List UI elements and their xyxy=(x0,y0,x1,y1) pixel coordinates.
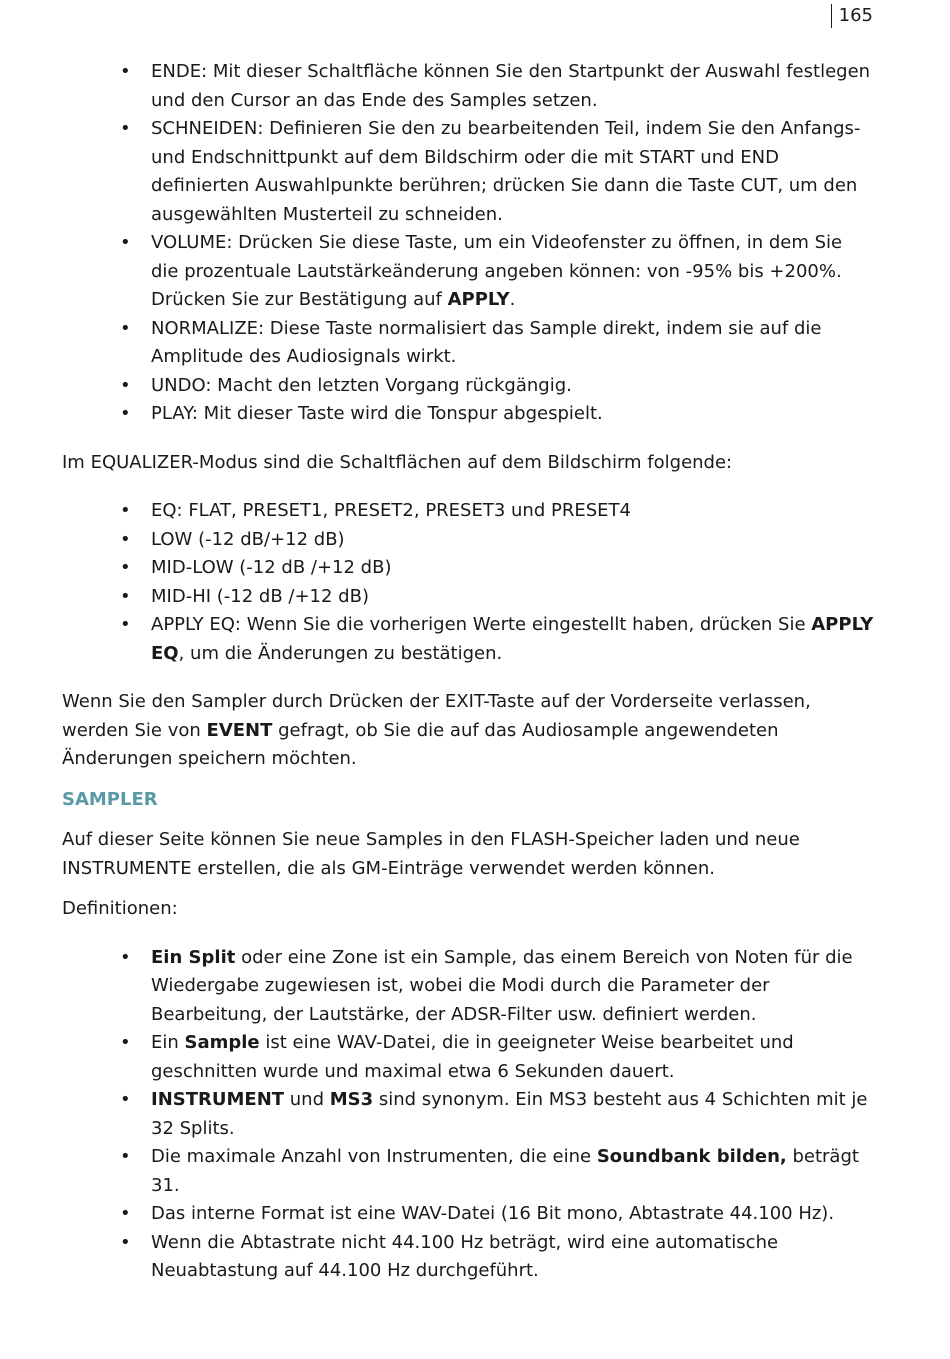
volume-apply-bold: APPLY xyxy=(447,289,510,310)
page-content xyxy=(62,58,874,1286)
list-item-mid-low: • MID-LOW (-12 dB /+12 dB) xyxy=(62,554,874,583)
apply-eq-bold: APPLY EQ xyxy=(151,614,874,664)
list-item-low: • LOW (-12 dB/+12 dB) xyxy=(62,526,874,555)
sampler-intro: Auf dieser Seite können Sie neue Samples in den FLASH-Speicher laden und neue INSTRUMENTE erstellen, die als GM-Einträge verwendet werden können. xyxy=(62,829,800,879)
list-item-resample: • Wenn die Abtastrate nicht 44.100 Hz beträgt, wird eine automatische Neuabtastung auf 44.100 Hz durchgeführt. xyxy=(62,1229,874,1286)
list-item-sample: • Ein Sample ist eine WAV-Datei, die in geeigneter Weise bearbeitet und geschnitten wurde und maximal etwa 6 Sekunden dauert. xyxy=(62,1029,874,1086)
list-item-undo: • UNDO: Macht den letzten Vorgang rückgängig. xyxy=(62,372,874,401)
exit-paragraph: Wenn Sie den Sampler durch Drücken der EXIT-Taste auf der Vorderseite verlassen, werden Sie von EVENT gefragt, ob Sie die auf das Audiosample angewendeten Änderungen speichern möchten. xyxy=(62,691,811,769)
list-item-format: • Das interne Format ist eine WAV-Datei (16 Bit mono, Abtastrate 44.100 Hz). xyxy=(62,1200,874,1229)
equalizer-intro: Im EQUALIZER-Modus sind die Schaltflächen auf dem Bildschirm folgende: xyxy=(62,451,733,473)
list-item-schneiden: • SCHNEIDEN: Definieren Sie den zu bearbeitenden Teil, indem Sie den Anfangs- und Endschnittpunkt auf dem Bildschirm oder die mit START und END definierten Auswahlpunkte berühren; drücken Sie dann die Taste CUT, um den ausgewählten Musterteil zu schneiden. xyxy=(62,115,874,229)
equalizer-button-list xyxy=(62,497,874,668)
volume-text: VOLUME: Drücken Sie diese Taste, um ein Videofenster zu öffnen, in dem Sie die prozentuale Lautstärkeänderung angeben können: von -95% bis +200%. Drücken Sie zur Bestätigung auf xyxy=(151,232,843,310)
definitions-list xyxy=(62,944,874,1286)
list-item-eq: • EQ: FLAT, PRESET1, PRESET2, PRESET3 und PRESET4 xyxy=(62,497,874,526)
page-number: 165 xyxy=(831,4,873,28)
definitions-label: Definitionen: xyxy=(62,898,178,919)
list-item-play: • PLAY: Mit dieser Taste wird die Tonspur abgespielt. xyxy=(62,400,874,429)
event-bold: EVENT xyxy=(206,719,273,741)
list-item-split: • Ein Split oder eine Zone ist ein Sample, das einem Bereich von Noten für die Wiedergabe zugewiesen ist, wobei die Modi durch die Parameter der Bearbeitung, der Lautstärke, der ADSR-Filter usw. definiert werden. xyxy=(62,944,874,1030)
list-item-max-instruments: • Die maximale Anzahl von Instrumenten, die eine Soundbank bilden, beträgt 31. xyxy=(62,1143,874,1200)
list-item-volume: • VOLUME: Drücken Sie diese Taste, um ein Videofenster zu öffnen, in dem Sie die prozentuale Lautstärkeänderung angeben können: von -95% bis +200%. Drücken Sie zur Bestätigung auf APPLY. xyxy=(62,229,874,315)
list-item-apply-eq: • APPLY EQ: Wenn Sie die vorherigen Werte eingestellt haben, drücken Sie APPLY EQ, um die Änderungen zu bestätigen. xyxy=(62,611,874,668)
list-item-ende: • ENDE: Mit dieser Schaltfläche können Sie den Startpunkt der Auswahl festlegen und den Cursor an das Ende des Samples setzen. xyxy=(62,58,874,115)
list-item-mid-hi: • MID-HI (-12 dB /+12 dB) xyxy=(62,583,874,612)
list-item-normalize: • NORMALIZE: Diese Taste normalisiert das Sample direkt, indem sie auf die Amplitude des Audiosignals wirkt. xyxy=(62,315,874,372)
section-heading-sampler: SAMPLER xyxy=(62,788,158,810)
list-item-instrument: • INSTRUMENT und MS3 sind synonym. Ein MS3 besteht aus 4 Schichten mit je 32 Splits. xyxy=(62,1086,874,1143)
editor-button-list xyxy=(62,58,874,429)
